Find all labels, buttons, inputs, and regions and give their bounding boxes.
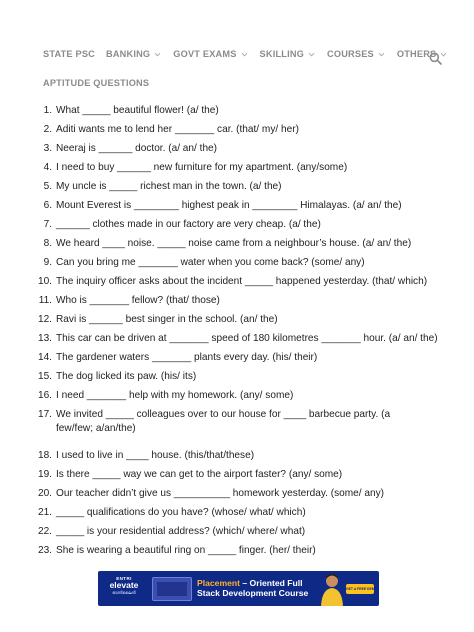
question-number: 14. — [37, 352, 52, 363]
question-text: We heard ____ noise. _____ noise came from a neighbour’s house. (a/ an/ the) — [56, 238, 412, 249]
question-number: 21. — [37, 507, 52, 518]
question-text: I used to live in ____ house. (this/that/these) — [56, 450, 255, 461]
question-text: Our teacher didn’t give us __________ homework yesterday. (some/ any) — [56, 488, 385, 499]
nav-menu — [43, 49, 459, 59]
question-number: 18. — [37, 450, 52, 461]
logo-brand-name: elevate — [109, 580, 139, 590]
question-text: Ravi is ______ best singer in the school. (an/ the) — [56, 314, 278, 325]
logo-brand-sub: ഓൺലൈൻ — [112, 590, 136, 595]
question-text: Aditi wants me to lend her _______ car. (that/ my/ her) — [56, 124, 299, 135]
banner-title-highlight: Placement — [197, 578, 240, 588]
chevron-down-icon — [307, 50, 316, 59]
nav-item-label: GOVT EXAMS — [173, 49, 237, 59]
course-ad-banner[interactable] — [98, 571, 379, 606]
entri-elevate-logo — [104, 576, 144, 602]
nav-item-label: COURSES — [327, 49, 374, 59]
question-number: 23. — [37, 545, 52, 556]
question-text: This car can be driven at _______ speed of 180 kilometres _______ hour. (a/ an/ the) — [56, 333, 438, 344]
question-number: 6. — [43, 200, 52, 211]
question-text: Can you bring me _______ water when you come back? (some/ any) — [56, 257, 365, 268]
question-text: Who is _______ fellow? (that/ those) — [56, 295, 220, 306]
banner-title — [197, 578, 317, 598]
question-number: 20. — [37, 488, 52, 499]
question-number: 8. — [43, 238, 52, 249]
question-number: 3. — [43, 143, 52, 154]
top-navigation — [0, 0, 474, 100]
search-icon[interactable] — [429, 52, 442, 65]
question-text: _____ qualifications do you have? (whose/ what/ which) — [56, 507, 306, 518]
question-number: 11. — [38, 295, 52, 306]
presenter-image — [318, 572, 346, 606]
chevron-down-icon — [240, 50, 249, 59]
question-number: 22. — [37, 526, 52, 537]
question-text: Is there _____ way we can get to the airport faster? (any/ some) — [56, 469, 343, 480]
banner-title-rest: – Oriented Full Stack Development Course — [197, 578, 309, 598]
question-number: 2. — [43, 124, 52, 135]
nav-item-courses[interactable] — [327, 49, 386, 59]
nav-item-skilling[interactable] — [260, 49, 316, 59]
question-number: 10. — [37, 276, 52, 287]
question-number: 12. — [37, 314, 52, 325]
nav-item-label: OTHERS — [396, 49, 437, 59]
question-number: 17. — [37, 409, 52, 420]
question-text: She is wearing a beautiful ring on _____ finger. (her/ their) — [56, 545, 316, 556]
logo-brand-top: ENTRI — [116, 576, 132, 581]
question-number: 16. — [37, 390, 52, 401]
question-number: 1. — [43, 105, 52, 116]
question-text: The gardener waters _______ plants every day. (his/ their) — [56, 352, 318, 363]
get-free-demo-button[interactable]: GET A FREE DEMO — [346, 584, 374, 594]
question-text: I need _______ help with my homework. (any/ some) — [56, 390, 294, 401]
question-text: What _____ beautiful flower! (a/ the) — [56, 105, 219, 116]
nav-item-state-psc[interactable] — [43, 49, 95, 59]
question-text: The dog licked its paw. (his/ its) — [56, 371, 197, 382]
question-text: Neeraj is ______ doctor. (a/ an/ the) — [56, 143, 218, 154]
chevron-down-icon — [153, 50, 162, 59]
question-text: The inquiry officer asks about the incident _____ happened yesterday. (that/ which) — [56, 276, 428, 287]
question-text: I need to buy ______ new furniture for my apartment. (any/some) — [56, 162, 348, 173]
nav-item-label: SKILLING — [259, 49, 305, 59]
question-text: ______ clothes made in our factory are very cheap. (a/ the) — [56, 219, 321, 230]
question-number: 13. — [37, 333, 52, 344]
nav-item-aptitude-questions[interactable]: APTITUDE QUESTIONS — [43, 78, 150, 88]
nav-item-govt-exams[interactable] — [173, 49, 248, 59]
chevron-down-icon — [377, 50, 386, 59]
question-number: 4. — [43, 162, 52, 173]
question-text: _____ is your residential address? (which/ where/ what) — [56, 526, 306, 537]
question-number: 5. — [43, 181, 52, 192]
question-number: 15. — [37, 371, 52, 382]
question-number: 9. — [43, 257, 52, 268]
question-number: 19. — [37, 469, 52, 480]
question-text: Mount Everest is ________ highest peak in ________ Himalayas. (a/ an/ the) — [56, 200, 402, 211]
nav-item-label: STATE PSC — [43, 49, 95, 59]
nav-item-banking[interactable] — [106, 49, 162, 59]
nav-item-label: BANKING — [106, 49, 151, 59]
question-text: My uncle is _____ richest man in the town. (a/ the) — [56, 181, 282, 192]
laptop-illustration — [152, 577, 192, 601]
question-text: We invited _____ colleagues over to our house for ____ barbecue party. (a few/few; a/an/the) — [56, 409, 391, 434]
question-number: 7. — [43, 219, 52, 230]
